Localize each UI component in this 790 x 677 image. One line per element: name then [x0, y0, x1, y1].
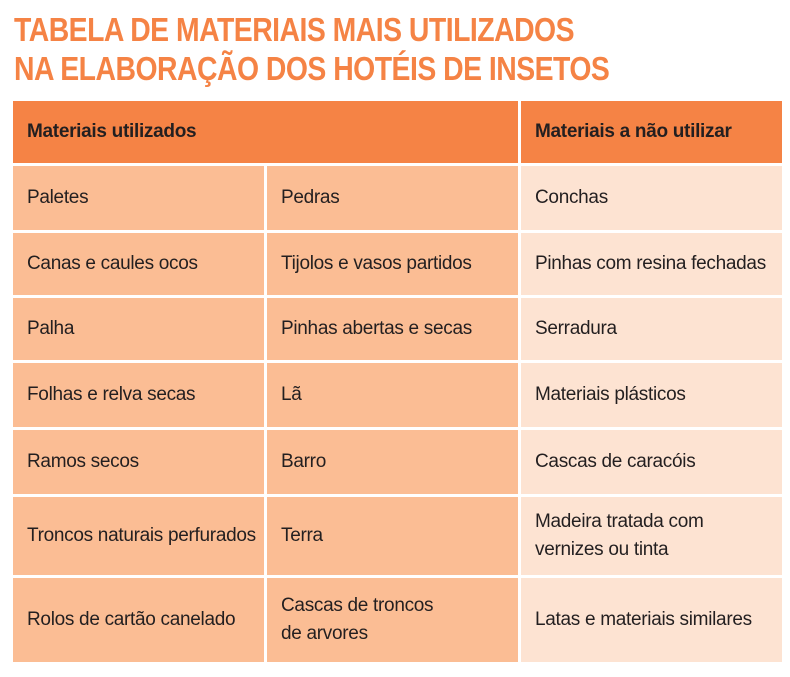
- used-material-cell: [12, 297, 266, 362]
- used-material-cell: [12, 232, 266, 297]
- cell-text: Pinhas com resina fechadas: [535, 253, 766, 274]
- cell-text: Materiais plásticos: [535, 384, 686, 405]
- cell-text: Serradura: [535, 318, 617, 339]
- table-row: [12, 577, 784, 664]
- cell-text: Lã: [281, 384, 302, 405]
- cell-text: Paletes: [27, 187, 89, 208]
- cell-text: Latas e materiais similares: [535, 609, 752, 630]
- used-material-cell: [12, 496, 266, 577]
- used-material-cell: [266, 577, 520, 664]
- title-line-2: NA ELABORAÇÃO DOS HOTÉIS DE INSETOS: [14, 50, 610, 87]
- used-material-cell: [12, 429, 266, 496]
- used-material-cell: [266, 297, 520, 362]
- used-material-cell: [12, 165, 266, 232]
- cell-text: Rolos de cartão canelado: [27, 609, 236, 630]
- used-material-cell: [266, 165, 520, 232]
- page-title: [14, 10, 609, 88]
- header-materials-to-avoid: Materiais a não utilizar: [520, 100, 784, 165]
- materials-table: [10, 98, 785, 665]
- cell-text: Pedras: [281, 187, 340, 208]
- avoid-material-cell: [520, 577, 784, 664]
- cell-text: Ramos secos: [27, 451, 139, 472]
- avoid-material-cell: [520, 362, 784, 429]
- used-material-cell: [266, 429, 520, 496]
- table-row: [12, 232, 784, 297]
- cell-text: Troncos naturais perfurados: [27, 525, 256, 546]
- table-header-row: [12, 100, 784, 165]
- used-material-cell: [266, 232, 520, 297]
- used-material-cell: [12, 577, 266, 664]
- cell-text: Cascas de caracóis: [535, 451, 696, 472]
- table-row: [12, 165, 784, 232]
- avoid-material-cell: [520, 429, 784, 496]
- cell-text: Tijolos e vasos partidos: [281, 253, 472, 274]
- cell-text: Folhas e relva secas: [27, 384, 196, 405]
- avoid-material-cell: [520, 496, 784, 577]
- used-material-cell: [12, 362, 266, 429]
- cell-text: Conchas: [535, 187, 608, 208]
- used-material-cell: [266, 362, 520, 429]
- table-row: [12, 429, 784, 496]
- cell-text: Palha: [27, 318, 75, 339]
- cell-text: Canas e caules ocos: [27, 253, 198, 274]
- table-row: [12, 297, 784, 362]
- avoid-material-cell: [520, 165, 784, 232]
- title-line-1: TABELA DE MATERIAIS MAIS UTILIZADOS: [14, 11, 575, 48]
- cell-text: Cascas de troncos de arvores: [281, 595, 434, 644]
- table-row: [12, 362, 784, 429]
- cell-text: Madeira tratada com vernizes ou tinta: [535, 511, 704, 560]
- used-material-cell: [266, 496, 520, 577]
- table-row: [12, 496, 784, 577]
- cell-text: Terra: [281, 525, 323, 546]
- avoid-material-cell: [520, 297, 784, 362]
- avoid-material-cell: [520, 232, 784, 297]
- cell-text: Pinhas abertas e secas: [281, 318, 472, 339]
- cell-text: Barro: [281, 451, 326, 472]
- header-used-materials: Materiais utilizados: [12, 100, 520, 165]
